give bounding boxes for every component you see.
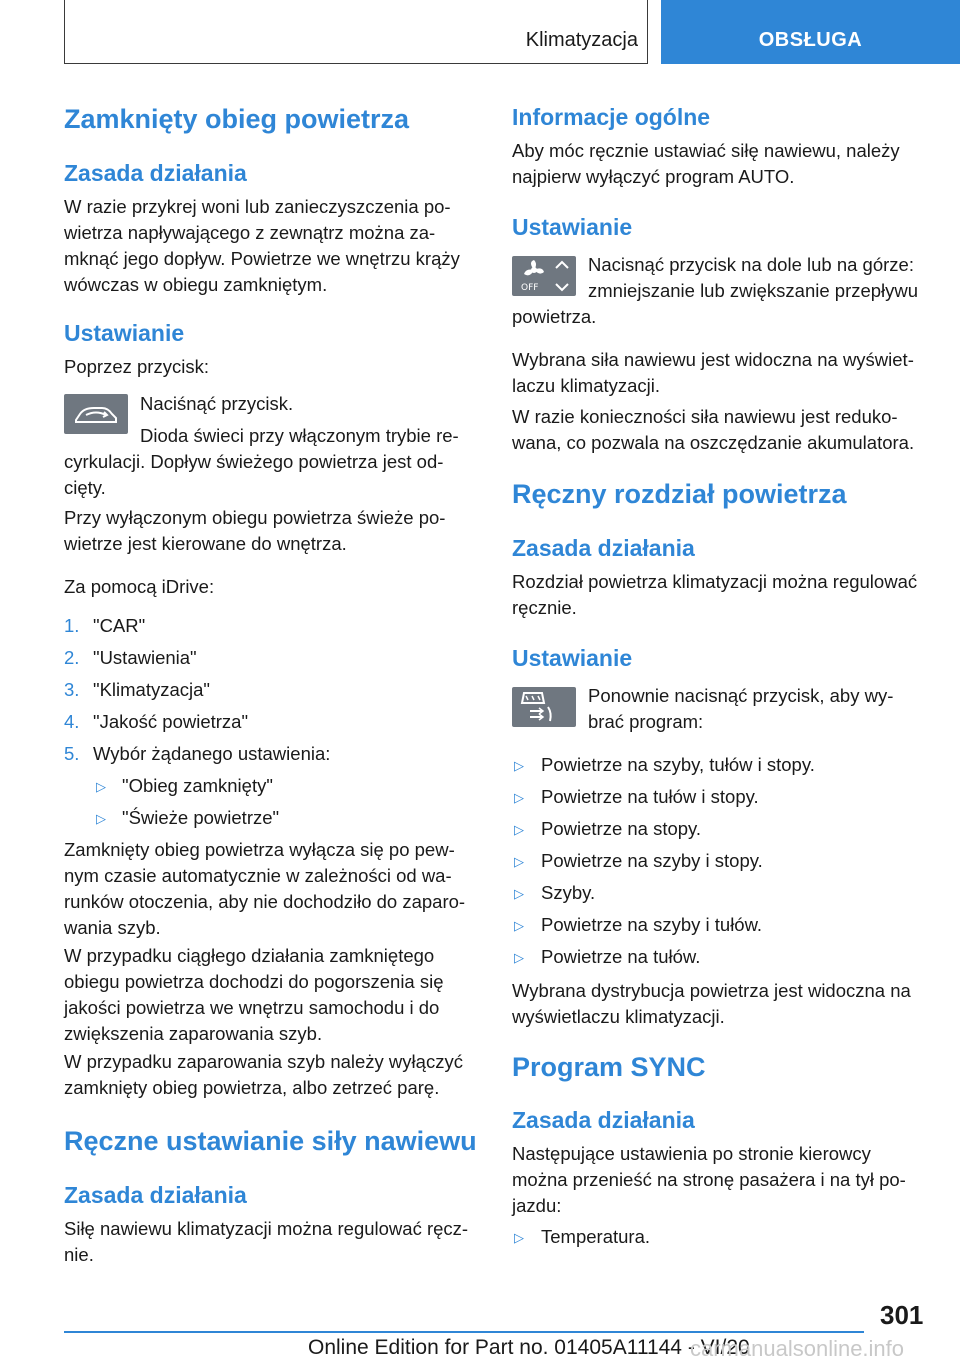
page-number: 301 [880, 1300, 924, 1330]
button-instruction: Naciśnąć przycisk. [140, 393, 294, 414]
bullet-triangle-icon: ▷ [514, 822, 524, 837]
fan-button-image [512, 256, 576, 296]
step-text: "Jakość powietrza" [93, 711, 249, 732]
list-item: Powietrze na tułów i stopy. [541, 786, 759, 807]
step-text: "Klimatyzacja" [93, 679, 210, 700]
bullet-triangle-icon: ▷ [514, 854, 524, 869]
step-number: 3. [64, 679, 80, 700]
bullet-triangle-icon: ▷ [96, 779, 106, 794]
heading-recirculation: Zamknięty obieg powietrza [64, 104, 410, 134]
header-tab-label: OBSŁUGA [758, 29, 863, 51]
sub-option: "Obieg zamknięty" [122, 775, 273, 796]
list-item: Powietrze na szyby, tułów i stopy. [541, 754, 815, 775]
list-item: Powietrze na tułów. [541, 946, 701, 967]
watermark: carmanualsonline.info [690, 1336, 905, 1361]
header-section-title: Klimatyzacja [525, 29, 638, 51]
bullet-triangle-icon: ▷ [514, 886, 524, 901]
paragraph: W razie przykrej woni lub zanieczyszczenia po- wietrza napływającego z zewnątrz można za- mknąć jego dopływ. Powietrze we wnętrzu krąży wówczas w obiegu zamkniętym. [64, 196, 460, 295]
heading-air-distribution: Ręczny rozdział powietrza [512, 479, 847, 509]
paragraph: Zamknięty obieg powietrza wyłącza się po pew- nym czasie automatycznie w zależności od wa- runków otoczenia, aby nie dochodziło do zaparo- wania szyb. [64, 839, 466, 938]
step-number: 5. [64, 743, 80, 764]
paragraph: Aby móc ręcznie ustawiać siłę nawiewu, należy najpierw wyłączyć program AUTO. [512, 140, 900, 187]
paragraph: W przypadku zaparowania szyb należy wyłączyć zamknięty obieg powietrza, albo zetrzeć parę. [64, 1051, 463, 1098]
heading-setting: Ustawianie [512, 645, 633, 671]
list-item: Powietrze na szyby i tułów. [541, 914, 763, 935]
button-instruction: Ponownie nacisnąć przycisk, aby wy- brać program: [588, 685, 894, 732]
step-number: 2. [64, 647, 80, 668]
list-item: Temperatura. [541, 1226, 650, 1247]
paragraph: Następujące ustawienia po stronie kierowcy można przenieść na stronę pasażera i na tył po- jazdu: [512, 1143, 906, 1216]
header-tab [661, 0, 960, 64]
heading-principle: Zasada działania [64, 160, 247, 186]
sub-option: "Świeże powietrze" [122, 807, 280, 828]
step-text: Wybór żądanego ustawienia: [93, 743, 331, 764]
bullet-triangle-icon: ▷ [96, 811, 106, 826]
air-distribution-button-image [512, 687, 576, 727]
paragraph: W razie konieczności siła nawiewu jest reduko- wana, co pozwala na oszczędzanie akumulatora. [512, 406, 915, 453]
paragraph: W przypadku ciągłego działania zamkniętego obiegu powietrza dochodzi do pogorszenia się jakości powietrza we wnętrzu samochodu i do zwiększenia zaparowania szyb. [64, 945, 444, 1044]
bullet-triangle-icon: ▷ [514, 790, 524, 805]
heading-general-info: Informacje ogólne [512, 104, 711, 130]
heading-setting: Ustawianie [512, 214, 633, 240]
recirculation-button-image [64, 394, 128, 434]
paragraph: Za pomocą iDrive: [64, 576, 215, 597]
step-text: "Ustawienia" [93, 647, 197, 668]
bullet-triangle-icon: ▷ [514, 1230, 524, 1245]
paragraph: powietrza. [512, 306, 597, 327]
fan-icon [512, 256, 576, 296]
bullet-triangle-icon: ▷ [514, 950, 524, 965]
paragraph: cyrkulacji. Dopływ świeżego powietrza jest od- cięty. [64, 451, 444, 498]
heading-sync-program: Program SYNC [512, 1052, 706, 1082]
list-item: Szyby. [541, 882, 596, 903]
button-instruction: Dioda świeci przy włączonym trybie re- [140, 425, 459, 446]
bullet-triangle-icon: ▷ [514, 758, 524, 773]
list-item: Powietrze na szyby i stopy. [541, 850, 763, 871]
paragraph: Przy wyłączonym obiegu powietrza świeże po- wietrze jest kierowane do wnętrza. [64, 507, 446, 554]
paragraph: Rozdział powietrza klimatyzacji można regulować ręcznie. [512, 571, 918, 618]
heading-fan-manual: Ręczne ustawianie siły nawiewu [64, 1126, 477, 1156]
heading-setting: Ustawianie [64, 320, 185, 346]
footer-divider [64, 1331, 864, 1333]
recirculation-icon [64, 394, 128, 434]
paragraph: Siłę nawiewu klimatyzacji można regulować ręcz- nie. [64, 1218, 469, 1265]
button-instruction: Nacisnąć przycisk na dole lub na górze: zmniejszanie lub zwiększanie przepływu [588, 254, 919, 301]
paragraph: Wybrana siła nawiewu jest widoczna na wyświet- laczu klimatyzacji. [512, 349, 914, 396]
list-item: Powietrze na stopy. [541, 818, 702, 839]
paragraph: Poprzez przycisk: [64, 356, 209, 377]
bullet-triangle-icon: ▷ [514, 918, 524, 933]
air-distribution-icon [512, 687, 576, 727]
heading-principle: Zasada działania [512, 1107, 695, 1133]
heading-principle: Zasada działania [64, 1182, 247, 1208]
heading-principle: Zasada działania [512, 535, 695, 561]
fan-off-label: OFF [521, 283, 539, 293]
step-number: 1. [64, 615, 80, 636]
step-number: 4. [64, 711, 80, 732]
footer-edition: Online Edition for Part no. 01405A11144 - VI/20 [308, 1336, 750, 1359]
step-text: "CAR" [93, 615, 146, 636]
paragraph: Wybrana dystrybucja powietrza jest widoczna na wyświetlaczu klimatyzacji. [512, 980, 911, 1027]
